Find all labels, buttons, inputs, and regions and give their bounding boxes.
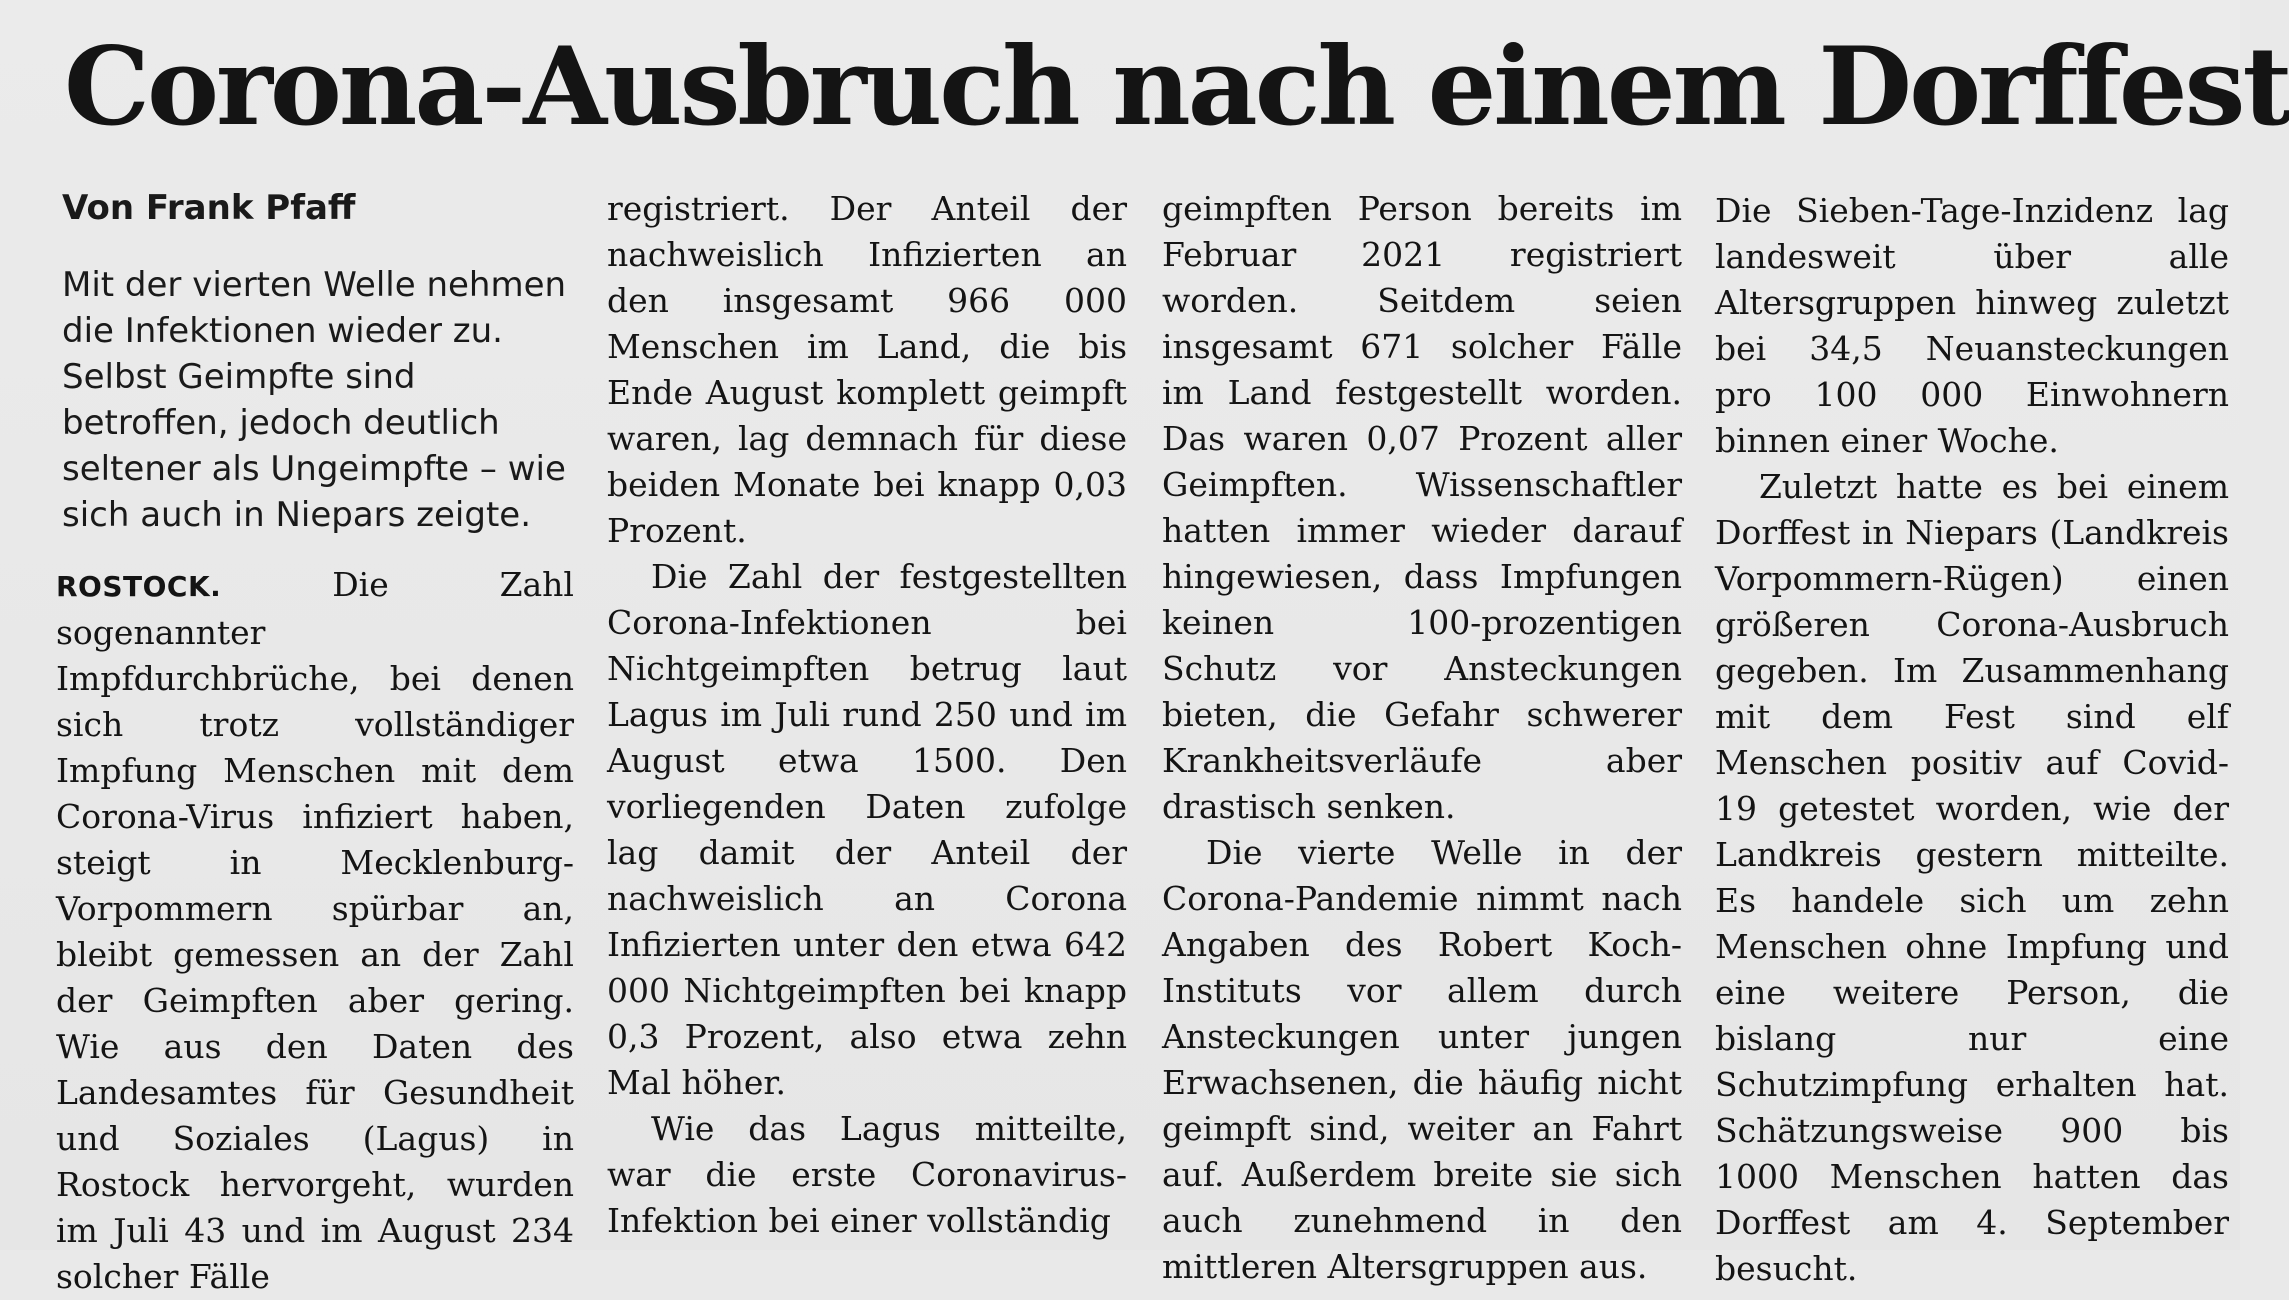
body-paragraph: registriert. Der Anteil der nachweislich Infizierten an den insgesamt 966 000 Menschen im Land, die bis Ende August komplett geimpft waren, lag demnach für diese beiden Monate bei knapp 0,03 Prozent.: [607, 189, 1127, 550]
body-paragraph: [56, 562, 574, 1300]
column-3: [1162, 186, 1682, 1290]
body-text: Die Zahl sogenannter Impfdurchbrüche, bei denen sich trotz vollständiger Impfung Menschen mit dem Corona-Virus infiziert haben, steigt in Mecklenburg-Vorpommern spürbar an, bleibt gemessen an der Zahl der Geimpften aber gering. Wie aus den Daten des Landesamtes für Gesundheit und Soziales (Lagus) in Rostock hervorgeht, wurden im Juli 43 und im August 234 solcher Fälle: [56, 565, 574, 1296]
article-teaser: Mit der vierten Welle nehmen die Infektionen wieder zu. Selbst Geimpfte sind betroffen, jedoch deutlich seltener als Ungeimpfte – wie sich auch in Niepars zeigte.: [62, 265, 567, 535]
body-paragraph: geimpften Person bereits im Februar 2021 registriert worden. Seitdem seien insgesamt 671 solcher Fälle im Land festgestellt worden. Das waren 0,07 Prozent aller Geimpften. Wissenschaftler hatten immer wieder darauf hingewiesen, dass Impfungen keinen 100-prozentigen Schutz vor Ansteckungen bieten, die Gefahr schwerer Krankheitsverläufe aber drastisch senken.: [1162, 189, 1682, 826]
body-paragraph: Die Zahl der festgestellten Corona-Infektionen bei Nichtgeimpften betrug laut Lagus im Juli rund 250 und im August etwa 1500. Den vorliegenden Daten zufolge lag damit der Anteil der nachweislich an Corona Infizierten unter den etwa 642 000 Nichtgeimpften bei knapp 0,3 Prozent, also etwa zehn Mal höher.: [607, 557, 1127, 1102]
column-2: [607, 186, 1127, 1244]
body-paragraph: Wie das Lagus mitteilte, war die erste Coronavirus-Infektion bei einer vollständig: [607, 1109, 1127, 1240]
body-paragraph: Zuletzt hatte es bei einem Dorffest in Niepars (Landkreis Vorpommern-Rügen) einen größeren Corona-Ausbruch gegeben. Im Zusammenhang mit dem Fest sind elf Menschen positiv auf Covid-19 getestet worden, wie der Landkreis gestern mitteilte. Es handele sich um zehn Menschen ohne Impfung und eine weitere Person, die bislang nur eine Schutzimpfung erhalten hat. Schätzungsweise 900 bis 1000 Menschen hatten das Dorffest am 4. September besucht.: [1715, 467, 2229, 1288]
article-byline: Von Frank Pfaff: [62, 188, 356, 228]
column-1: [56, 188, 574, 1300]
body-paragraph: Die vierte Welle in der Corona-Pandemie nimmt nach Angaben des Robert Koch-Instituts vor allem durch Ansteckungen unter jungen Erwachsenen, die häufig nicht geimpft sind, weiter an Fahrt auf. Außerdem breite sie sich auch zunehmend in den mittleren Altersgruppen aus.: [1162, 833, 1682, 1286]
column-4: [1715, 188, 2229, 1292]
article-headline: Corona-Ausbruch nach einem Dorffest: [64, 24, 2289, 150]
article-dateline: ROSTOCK.: [56, 570, 222, 603]
body-paragraph: Die Sieben-Tage-Inzidenz lag landesweit über alle Altersgruppen hinweg zuletzt bei 34,5 Neuansteckungen pro 100 000 Einwohnern binnen einer Woche.: [1715, 191, 2229, 460]
